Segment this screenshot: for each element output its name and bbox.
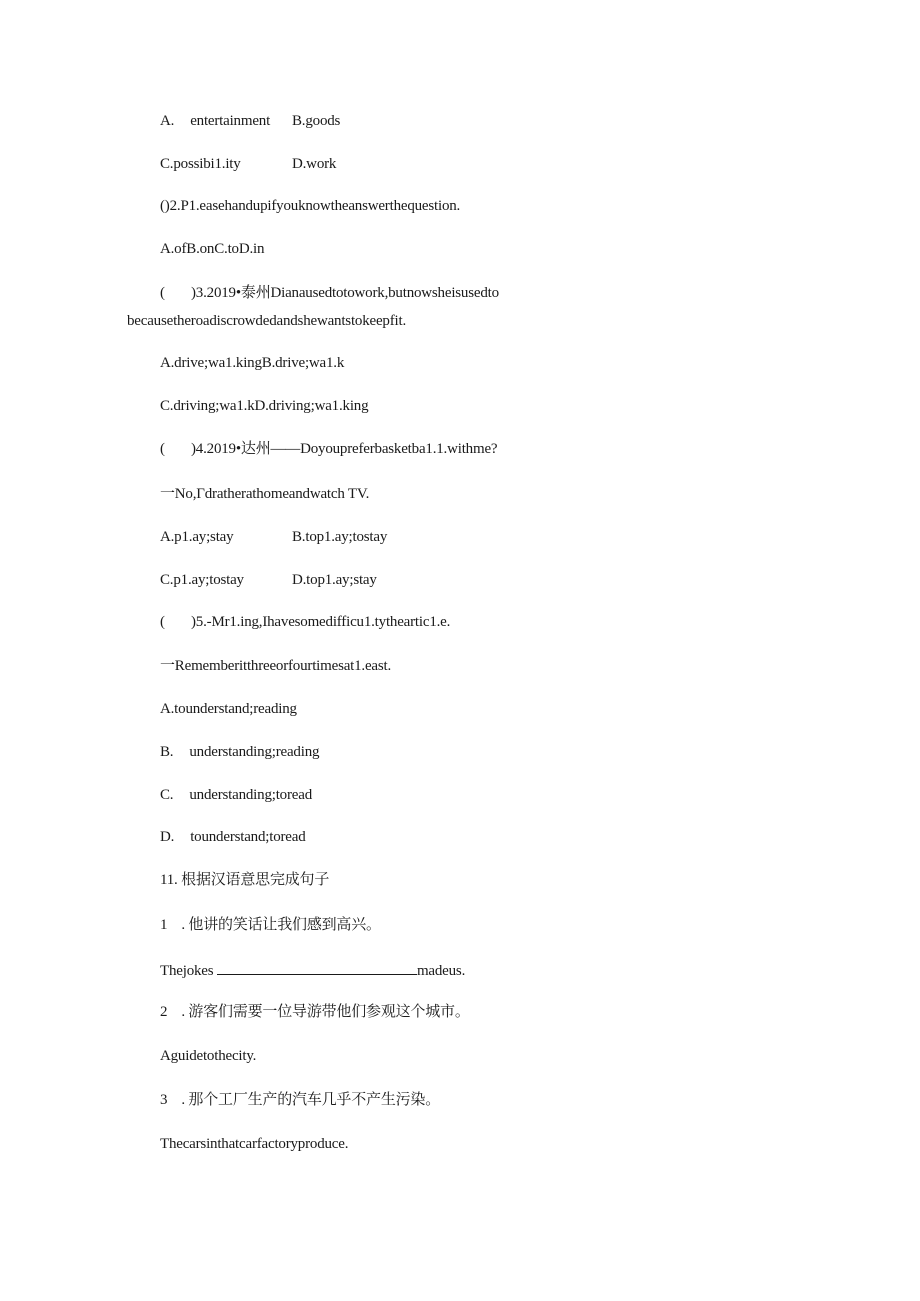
q4-option-a: A.p1.ay;stay <box>160 529 234 545</box>
q5-stem: )5.-Mr1.ing,Ihavesomedifficu1.tytheartic1.e. <box>191 614 451 630</box>
sentence-3-chinese <box>160 1091 440 1109</box>
q5-option-b <box>160 743 319 761</box>
sentence-1-cn-text: . 他讲的笑话让我们感到高兴。 <box>181 917 381 933</box>
q4-option-c: C.p1.ay;tostay <box>160 572 244 588</box>
q1-option-a-text: entertainment <box>190 113 271 129</box>
q2-stem: ()2.P1.easehandupifyouknowtheanswerthequestion. <box>160 198 461 214</box>
q1-option-c: C.possibi1.ity <box>160 156 241 172</box>
sentence-3-english: Thecarsinthatcarfactoryproduce. <box>160 1136 349 1152</box>
q3-paren: ( <box>160 285 165 301</box>
q5-option-d-letter: D. <box>160 829 175 845</box>
q2-options: A.ofB.onC.toD.in <box>160 241 265 257</box>
q1-options-ab <box>160 112 270 130</box>
sentence-1-en-end: madeus. <box>416 963 466 979</box>
q5-option-a: A.tounderstand;reading <box>160 701 297 717</box>
q3-options-ab: A.drive;wa1.kingB.drive;wa1.k <box>160 355 345 371</box>
sentence-2-number: 2 <box>160 1004 168 1020</box>
q4-reply: 一No,Γdratherathomeandwatch TV. <box>160 486 370 502</box>
q1-option-d: D.work <box>292 156 337 172</box>
q4-stem: )4.2019•达州——Doyoupreferbasketba1.1.withme? <box>191 441 498 457</box>
sentence-1-chinese <box>160 916 381 934</box>
q4-paren: ( <box>160 441 165 457</box>
sentence-1-number: 1 <box>160 917 168 933</box>
q1-option-b: B.goods <box>292 113 341 129</box>
q5-option-d-text: tounderstand;toread <box>190 829 306 845</box>
q4-option-b: B.top1.ay;tostay <box>292 529 388 545</box>
sentence-1-blank[interactable] <box>217 960 417 975</box>
q5-option-c-text: understanding;toread <box>189 787 312 803</box>
q5-option-b-text: understanding;reading <box>189 744 320 760</box>
sentence-1-en-start: Thejokes <box>160 963 214 979</box>
sentence-2-english: Aguidetothecity. <box>160 1048 257 1064</box>
q5-option-d <box>160 828 306 846</box>
q5-option-b-letter: B. <box>160 744 174 760</box>
q5-option-c-letter: C. <box>160 787 174 803</box>
q4-option-d: D.top1.ay;stay <box>292 572 377 588</box>
q3-stem-continued: becausetheroadiscrowdedandshewantstokeepfit. <box>127 313 407 329</box>
sentence-2-chinese <box>160 1003 470 1021</box>
q3-stem: )3.2019•泰州Dianausedtotowork,butnowsheisusedto <box>191 285 499 301</box>
sentence-3-number: 3 <box>160 1092 168 1108</box>
sentence-3-cn-text: . 那个工厂生产的汽车几乎不产生污染。 <box>181 1092 441 1108</box>
q5-reply: 一Rememberitthreeorfourtimesat1.east. <box>160 658 392 674</box>
q5-option-c <box>160 786 312 804</box>
sentence-1-english <box>160 960 465 980</box>
q3-options-cd: C.driving;wa1.kD.driving;wa1.king <box>160 398 369 414</box>
q5-paren: ( <box>160 614 165 630</box>
section-heading: 11. 根据汉语意思完成句子 <box>160 872 330 888</box>
q1-option-a-letter: A. <box>160 113 175 129</box>
sentence-2-cn-text: . 游客们需要一位导游带他们参观这个城市。 <box>181 1004 470 1020</box>
